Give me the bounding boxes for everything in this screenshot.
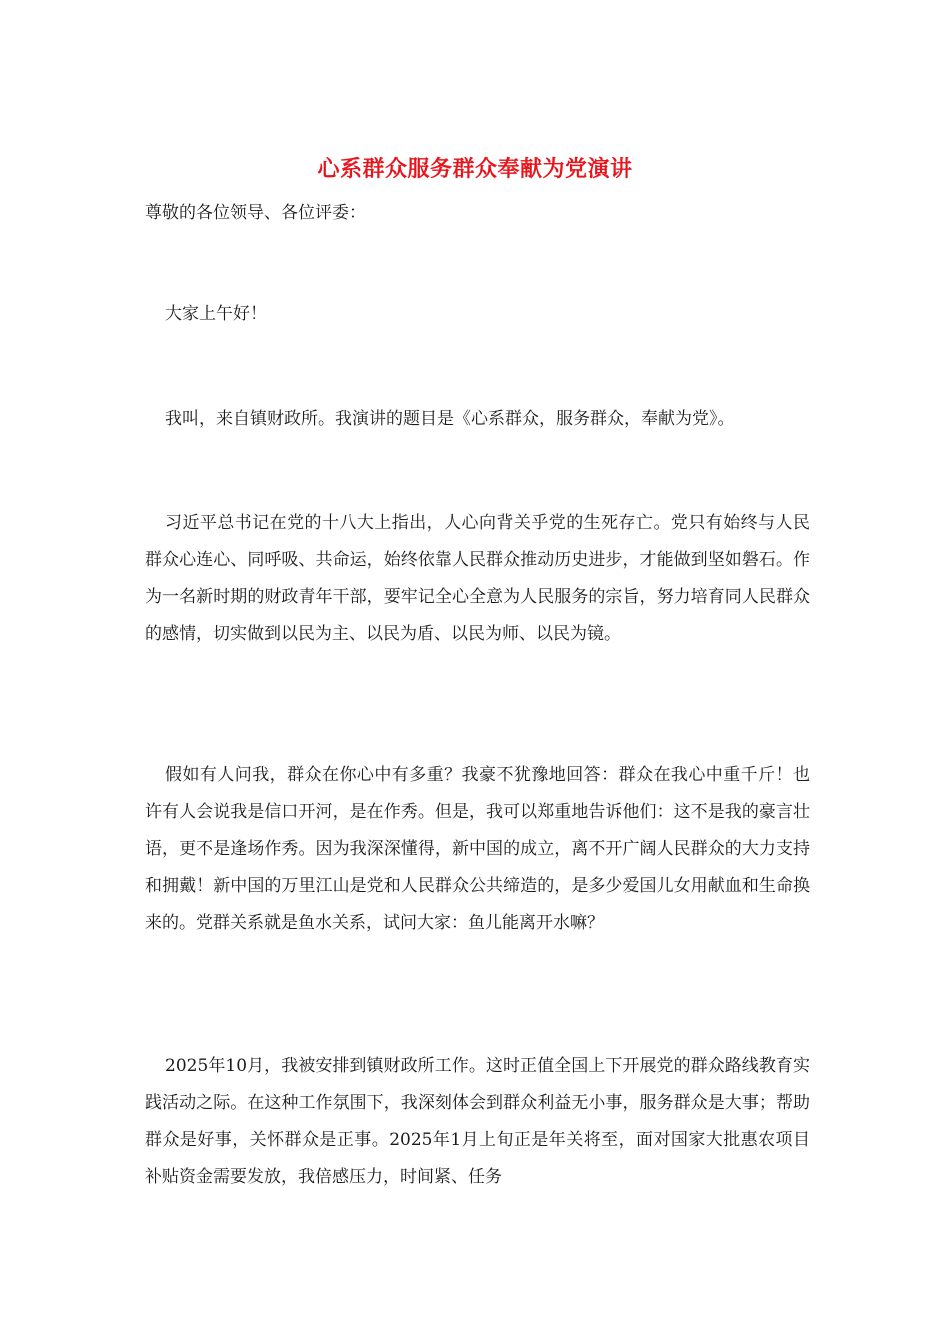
paragraph-body: 2025年10月，我被安排到镇财政所工作。这时正值全国上下开展党的群众路线教育实践活动之际。在这种工作氛围下，我深刻体会到群众利益无小事，服务群众是大事；帮助群众是好事，关怀群众是正事。2025年1月上旬正是年关将至，面对国家大批惠农项目补贴资金需要发放，我倍感压力，时间紧、任务 [145, 1056, 810, 1187]
salutation: 尊敬的各位领导、各位评委： [145, 203, 366, 223]
document-title: 心系群众服务群众奉献为党演讲 [317, 156, 633, 182]
paragraph-body: 习近平总书记在党的十八大上指出，人心向背关乎党的生死存亡。党只有始终与人民群众心连心、同呼吸、共命运，始终依靠人民群众推动历史进步，才能做到坚如磐石。作为一名新时期的财政青年干部，要牢记全心全意为人民服务的宗旨，努力培育同人民群众的感情，切实做到以民为主、以民为盾、以民为师、以民为镜。 [145, 513, 810, 644]
paragraph-introduction: 我叫，来自镇财政所。我演讲的题目是《心系群众，服务群众，奉献为党》。 [165, 409, 735, 429]
paragraph-greeting: 大家上午好！ [165, 304, 267, 324]
paragraph-body: 假如有人问我，群众在你心中有多重？我豪不犹豫地回答：群众在我心中重千斤！也许有人会说我是信口开河，是在作秀。但是，我可以郑重地告诉他们：这不是我的豪言壮语，更不是逢场作秀。因为我深深懂得，新中国的成立，离不开广阔人民群众的大力支持和拥戴！新中国的万里江山是党和人民群众公共缔造的，是多少爱国儿女用献血和生命换来的。党群关系就是鱼水关系，试问大家：鱼儿能离开水嘛？ [145, 765, 810, 933]
